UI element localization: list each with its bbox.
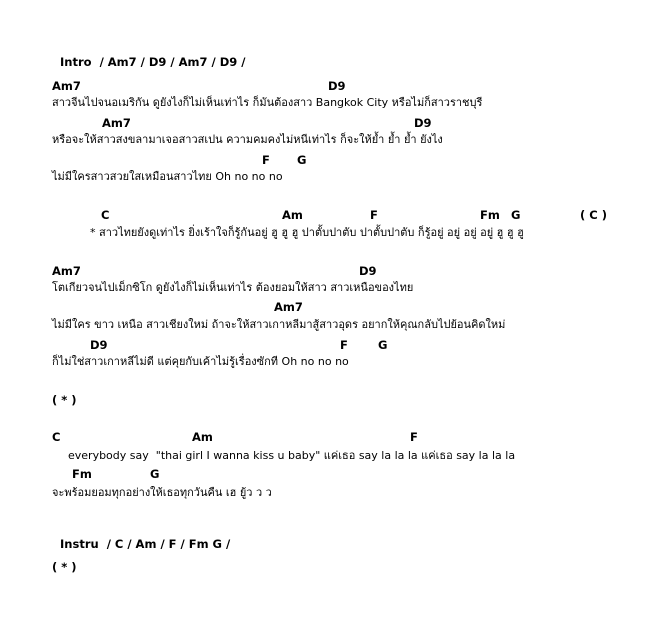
chorus-chord-fm: Fm xyxy=(480,208,500,222)
bridge-chord-fm: Fm xyxy=(72,467,92,481)
intro-chord-sequence: / Am7 / D9 / Am7 / D9 / xyxy=(99,55,246,69)
intro-line xyxy=(52,41,245,69)
verse2-chord-d9-2: D9 xyxy=(90,338,108,352)
bridge-lyric-line-2: จะพร้อมยอมทุกอย่างให้เธอทุกวันคืน เฮ ยู้ว ว ว xyxy=(52,486,272,499)
instru-line xyxy=(52,523,230,551)
verse1-chord-g: G xyxy=(297,153,307,167)
bridge-lyric-line-1: everybody say "thai girl I wanna kiss u baby" แค่เธอ say la la la แค่เธอ say la la la xyxy=(68,449,516,462)
bridge-chord-g: G xyxy=(150,467,160,481)
bridge-chord-c: C xyxy=(52,430,61,444)
chorus-chord-f: F xyxy=(370,208,378,222)
verse1-chord-d9-2: D9 xyxy=(414,116,432,130)
bridge-chord-f: F xyxy=(410,430,418,444)
chorus-lyric: * สาวไทยยังดูเท่าไร ยิ่งเร้าใจก็รู้กันอยู่ ฮู ฮู ฮู ปาตั้บปาตับ ปาตั้บปาตับ ก็รู้อยู่ อยู่ อยู่ อยู่ ฮู ฮู ฮู xyxy=(90,226,524,239)
instru-label: Instru xyxy=(60,537,99,551)
verse2-chord-am7: Am7 xyxy=(52,264,81,278)
verse1-chord-d9: D9 xyxy=(328,79,346,93)
verse1-chord-am7-2: Am7 xyxy=(102,116,131,130)
verse2-chord-f: F xyxy=(340,338,348,352)
verse1-chord-am7: Am7 xyxy=(52,79,81,93)
verse2-lyric-line-2: ไม่มีใคร ขาว เหนือ สาวเชียงใหม่ ถ้าจะให้สาวเกาหลีมาสู้สาวอุดร อยากให้คุณกลับไปย้อนคิดใหม่ xyxy=(52,318,506,331)
verse2-lyric-line-3: ก็ไม่ใช่สาวเกาหลีไม่ดี แต่คุยกับเค้าไม่รู้เรื่องซักที Oh no no no xyxy=(52,355,349,368)
repeat-chorus-marker-2: ( * ) xyxy=(52,560,77,574)
verse2-chord-g: G xyxy=(378,338,388,352)
chorus-chord-g: G xyxy=(511,208,521,222)
verse2-lyric-line-1: โตเกียวจนไปเม็กซิโก ดูยังไงก็ไม่เห็นเท่าไร ต้องยอมให้สาว สาวเหนือของไทย xyxy=(52,281,414,294)
verse2-chord-d9: D9 xyxy=(359,264,377,278)
verse2-chord-am7-2: Am7 xyxy=(274,300,303,314)
chorus-chord-c: C xyxy=(101,208,110,222)
bridge-chord-am: Am xyxy=(192,430,213,444)
intro-label: Intro xyxy=(60,55,92,69)
instru-chord-sequence: / C / Am / F / Fm G / xyxy=(106,537,231,551)
chorus-chord-am: Am xyxy=(282,208,303,222)
verse1-lyric-line-3: ไม่มีใครสาวสวยใสเหมือนสาวไทย Oh no no no xyxy=(52,170,283,183)
repeat-chorus-marker-1: ( * ) xyxy=(52,393,77,407)
verse1-lyric-line-2: หรือจะให้สาวสงขลามาเจอสาวสเปน ความคมคงไม่หนีเท่าไร ก็จะให้ย้ำ ย้ำ ย้ำ ยังไง xyxy=(52,133,443,146)
verse1-lyric-line-1: สาวจีนไปจนอเมริกัน ดูยังไงก็ไม่เห็นเท่าไร ก็มันต้องสาว Bangkok City หรือไม่ก็สาวราชบุรี xyxy=(52,96,483,109)
verse1-chord-f: F xyxy=(262,153,270,167)
chorus-chord-c-optional: ( C ) xyxy=(580,208,607,222)
